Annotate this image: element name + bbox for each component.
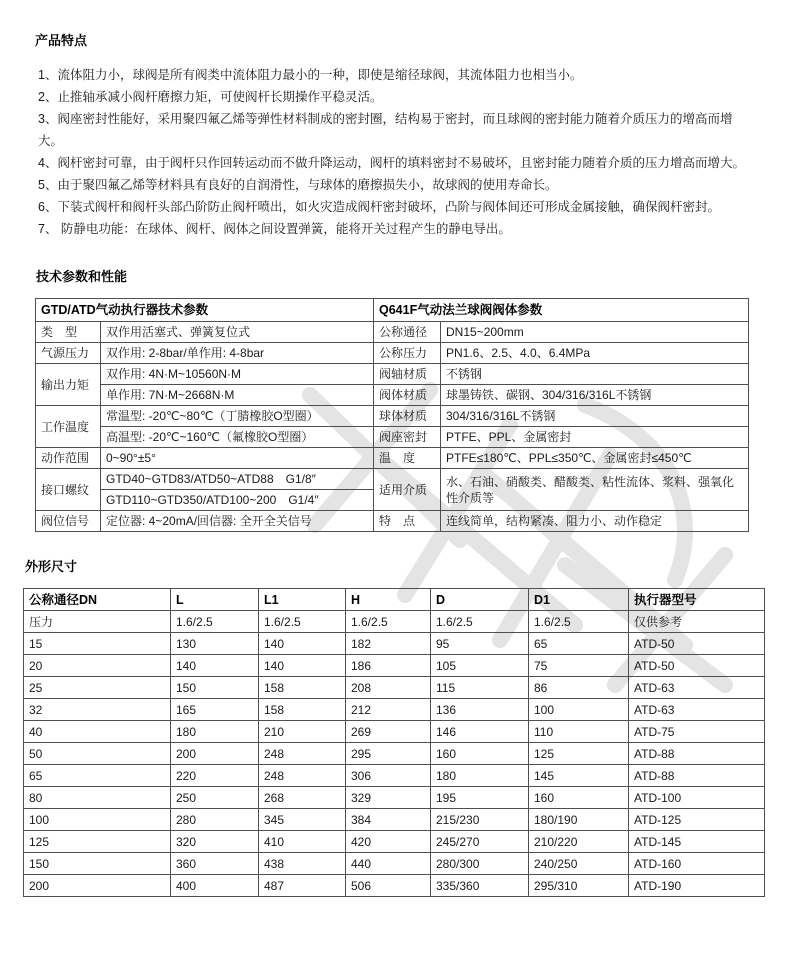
table-cell: 130 [171, 633, 259, 655]
param-label-ball-material: 球体材质 [374, 406, 441, 427]
table-cell: 136 [431, 699, 529, 721]
feature-item-5: 5、由于聚四氟乙烯等材料具有良好的自润滑性，与球体的磨擦损失小，故球阀的使用寿命长。 [38, 178, 558, 192]
features-list [38, 64, 756, 240]
param-label-stem-material: 阀轴材质 [374, 364, 441, 385]
table-cell: 140 [171, 655, 259, 677]
table-row [24, 633, 765, 655]
table-row [36, 427, 749, 448]
param-label-type: 类 型 [36, 322, 101, 343]
table-cell: 220 [171, 765, 259, 787]
table-row [36, 511, 749, 532]
table-cell: 150 [171, 677, 259, 699]
dims-header-row [24, 589, 765, 611]
param-value: 单作用: 7N·M~2668N·M [101, 385, 374, 406]
table-cell: ATD-75 [629, 721, 765, 743]
table-cell: 420 [346, 831, 431, 853]
tech-params-table [35, 298, 749, 532]
table-cell: ATD-88 [629, 743, 765, 765]
table-cell: ATD-50 [629, 655, 765, 677]
column-header-dn: 公称通径DN [24, 589, 171, 611]
param-value: 水、石油、硝酸类、醋酸类、粘性流体、浆料、强氧化性介质等 [441, 469, 749, 511]
table-cell: 146 [431, 721, 529, 743]
table-row [24, 809, 765, 831]
table-cell: 215/230 [431, 809, 529, 831]
table-row [24, 677, 765, 699]
param-label-temperature: 温 度 [374, 448, 441, 469]
table-cell: 269 [346, 721, 431, 743]
param-value: 连线简单，结构紧凑、阻力小、动作稳定 [441, 511, 749, 532]
table-cell: 210 [259, 721, 346, 743]
table-row [24, 765, 765, 787]
table-cell: 140 [259, 633, 346, 655]
table-cell: 506 [346, 875, 431, 897]
table-cell: 335/360 [431, 875, 529, 897]
table-cell: 400 [171, 875, 259, 897]
param-value: 双作用: 4N·M~10560N·M [101, 364, 374, 385]
table-cell: ATD-160 [629, 853, 765, 875]
param-value: PTFE≤180℃、PPL≤350℃、金属密封≤450℃ [441, 448, 749, 469]
column-header-d: D [431, 589, 529, 611]
table-cell: 125 [24, 831, 171, 853]
table-row [24, 875, 765, 897]
table-cell: 100 [529, 699, 629, 721]
table-cell: 1.6/2.5 [431, 611, 529, 633]
table-row [24, 743, 765, 765]
param-label-action-range: 动作范围 [36, 448, 101, 469]
param-value: 不锈钢 [441, 364, 749, 385]
table-cell: 150 [24, 853, 171, 875]
table-row [36, 406, 749, 427]
table-cell: 32 [24, 699, 171, 721]
table-cell: 86 [529, 677, 629, 699]
tech-params-heading: 技术参数和性能 [36, 269, 128, 284]
table-cell: 40 [24, 721, 171, 743]
param-label-nominal-diameter: 公称通径 [374, 322, 441, 343]
table-cell: 20 [24, 655, 171, 677]
table-cell: 248 [259, 765, 346, 787]
table-row [24, 853, 765, 875]
column-header-h: H [346, 589, 431, 611]
table-cell: 295/310 [529, 875, 629, 897]
table-cell: 75 [529, 655, 629, 677]
table-cell: 210/220 [529, 831, 629, 853]
feature-item-7: 7、 防静电功能：在球体、阀杆、阀体之间设置弹簧，能将开关过程产生的静电导出。 [38, 222, 511, 236]
column-header-l1: L1 [259, 589, 346, 611]
table-cell: 306 [346, 765, 431, 787]
table-cell: 250 [171, 787, 259, 809]
tech-right-header: Q641F气动法兰球阀阀体参数 [374, 299, 749, 322]
param-label-air-pressure: 气源压力 [36, 343, 101, 364]
table-cell: 95 [431, 633, 529, 655]
param-label-nominal-pressure: 公称压力 [374, 343, 441, 364]
table-cell: 195 [431, 787, 529, 809]
column-header-d1: D1 [529, 589, 629, 611]
table-cell: 110 [529, 721, 629, 743]
table-cell: 115 [431, 677, 529, 699]
table-cell: ATD-190 [629, 875, 765, 897]
table-cell: 145 [529, 765, 629, 787]
table-cell: 80 [24, 787, 171, 809]
table-cell: 压力 [24, 611, 171, 633]
table-cell: 182 [346, 633, 431, 655]
feature-item-2: 2、止推轴承减小阀杆磨擦力矩，可使阀杆长期操作平稳灵活。 [38, 90, 383, 104]
feature-item-6: 6、下装式阀杆和阀杆头部凸阶防止阀杆喷出，如火灾造成阀杆密封破坏，凸阶与阀体间还可形成金属接触，确保阀杆密封。 [38, 200, 720, 214]
table-cell: 65 [24, 765, 171, 787]
table-cell: 50 [24, 743, 171, 765]
param-value: GTD40~GTD83/ATD50~ATD88 G1/8″ [101, 469, 374, 490]
param-label-output-torque: 输出力矩 [36, 364, 101, 406]
table-cell: 125 [529, 743, 629, 765]
table-cell: 200 [171, 743, 259, 765]
table-cell: 158 [259, 699, 346, 721]
table-cell: 165 [171, 699, 259, 721]
table-cell: 268 [259, 787, 346, 809]
table-cell: 410 [259, 831, 346, 853]
param-label-seat-seal: 阀座密封 [374, 427, 441, 448]
table-cell: 25 [24, 677, 171, 699]
table-cell: 329 [346, 787, 431, 809]
tech-left-header: GTD/ATD气动执行器技术参数 [36, 299, 374, 322]
tech-table-header-row [36, 299, 749, 322]
table-row [36, 364, 749, 385]
table-cell: 320 [171, 831, 259, 853]
table-cell: ATD-125 [629, 809, 765, 831]
table-row [36, 322, 749, 343]
table-cell: 212 [346, 699, 431, 721]
table-cell: 105 [431, 655, 529, 677]
table-cell: 345 [259, 809, 346, 831]
table-cell: 160 [529, 787, 629, 809]
table-cell: 1.6/2.5 [529, 611, 629, 633]
table-cell: 180/190 [529, 809, 629, 831]
param-value: 定位器: 4~20mA/回信器: 全开全关信号 [101, 511, 374, 532]
table-cell: 158 [259, 677, 346, 699]
param-label-port-thread: 接口螺纹 [36, 469, 101, 511]
table-cell: ATD-88 [629, 765, 765, 787]
table-row [36, 448, 749, 469]
table-cell: 208 [346, 677, 431, 699]
table-cell: 295 [346, 743, 431, 765]
table-row [24, 655, 765, 677]
table-cell: ATD-63 [629, 677, 765, 699]
table-cell: 160 [431, 743, 529, 765]
param-label-valve-signal: 阀位信号 [36, 511, 101, 532]
param-value: GTD110~GTD350/ATD100~200 G1/4″ [101, 490, 374, 511]
param-value: PTFE、PPL、金属密封 [441, 427, 749, 448]
table-cell: 280/300 [431, 853, 529, 875]
feature-item-4: 4、阀杆密封可靠，由于阀杆只作回转运动而不做升降运动，阀杆的填料密封不易破坏，且密封能力随着介质的压力增高而增大。 [38, 156, 745, 170]
table-cell: 140 [259, 655, 346, 677]
param-value: 0~90°±5° [101, 448, 374, 469]
dimensions-table [23, 588, 765, 897]
table-row [24, 721, 765, 743]
table-cell: 100 [24, 809, 171, 831]
column-header-l: L [171, 589, 259, 611]
table-cell: ATD-145 [629, 831, 765, 853]
table-cell: 438 [259, 853, 346, 875]
table-cell: 1.6/2.5 [171, 611, 259, 633]
table-cell: 仅供参考 [629, 611, 765, 633]
param-value: PN1.6、2.5、4.0、6.4MPa [441, 343, 749, 364]
table-row [24, 611, 765, 633]
table-cell: ATD-63 [629, 699, 765, 721]
table-cell: 440 [346, 853, 431, 875]
features-heading: 产品特点 [35, 33, 88, 48]
table-cell: 280 [171, 809, 259, 831]
table-cell: 360 [171, 853, 259, 875]
column-header-actuator-model: 执行器型号 [629, 589, 765, 611]
table-row [36, 469, 749, 490]
table-cell: 487 [259, 875, 346, 897]
param-value: 双作用: 2-8bar/单作用: 4-8bar [101, 343, 374, 364]
table-cell: 1.6/2.5 [259, 611, 346, 633]
table-cell: ATD-100 [629, 787, 765, 809]
param-label-working-temperature: 工作温度 [36, 406, 101, 448]
param-value: DN15~200mm [441, 322, 749, 343]
param-label-applicable-medium: 适用介质 [374, 469, 441, 511]
table-row [24, 787, 765, 809]
table-cell: 245/270 [431, 831, 529, 853]
dimensions-heading: 外形尺寸 [25, 559, 78, 574]
table-row [24, 831, 765, 853]
param-value: 球墨铸铁、碳钢、304/316/316L不锈钢 [441, 385, 749, 406]
param-value: 304/316/316L不锈钢 [441, 406, 749, 427]
param-value: 双作用活塞式、弹簧复位式 [101, 322, 374, 343]
table-cell: 384 [346, 809, 431, 831]
table-row [24, 699, 765, 721]
table-row [36, 385, 749, 406]
feature-item-3: 3、阀座密封性能好，采用聚四氟乙烯等弹性材料制成的密封圈，结构易于密封，而且球阀的密封能力随着介质压力的增高而增大。 [38, 112, 733, 148]
table-cell: 65 [529, 633, 629, 655]
table-row [36, 343, 749, 364]
param-value: 常温型: -20℃~80℃（丁腈橡胶O型圈） [101, 406, 374, 427]
table-cell: 180 [431, 765, 529, 787]
table-cell: ATD-50 [629, 633, 765, 655]
table-cell: 1.6/2.5 [346, 611, 431, 633]
table-cell: 200 [24, 875, 171, 897]
feature-item-1: 1、流体阻力小，球阀是所有阀类中流体阻力最小的一种，即使是缩径球阀，其流体阻力也相当小。 [38, 68, 583, 82]
param-value: 高温型: -20℃~160℃（氟橡胶O型圈） [101, 427, 374, 448]
table-cell: 240/250 [529, 853, 629, 875]
param-label-body-material: 阀体材质 [374, 385, 441, 406]
table-cell: 180 [171, 721, 259, 743]
table-cell: 186 [346, 655, 431, 677]
table-cell: 248 [259, 743, 346, 765]
table-cell: 15 [24, 633, 171, 655]
param-label-features: 特 点 [374, 511, 441, 532]
